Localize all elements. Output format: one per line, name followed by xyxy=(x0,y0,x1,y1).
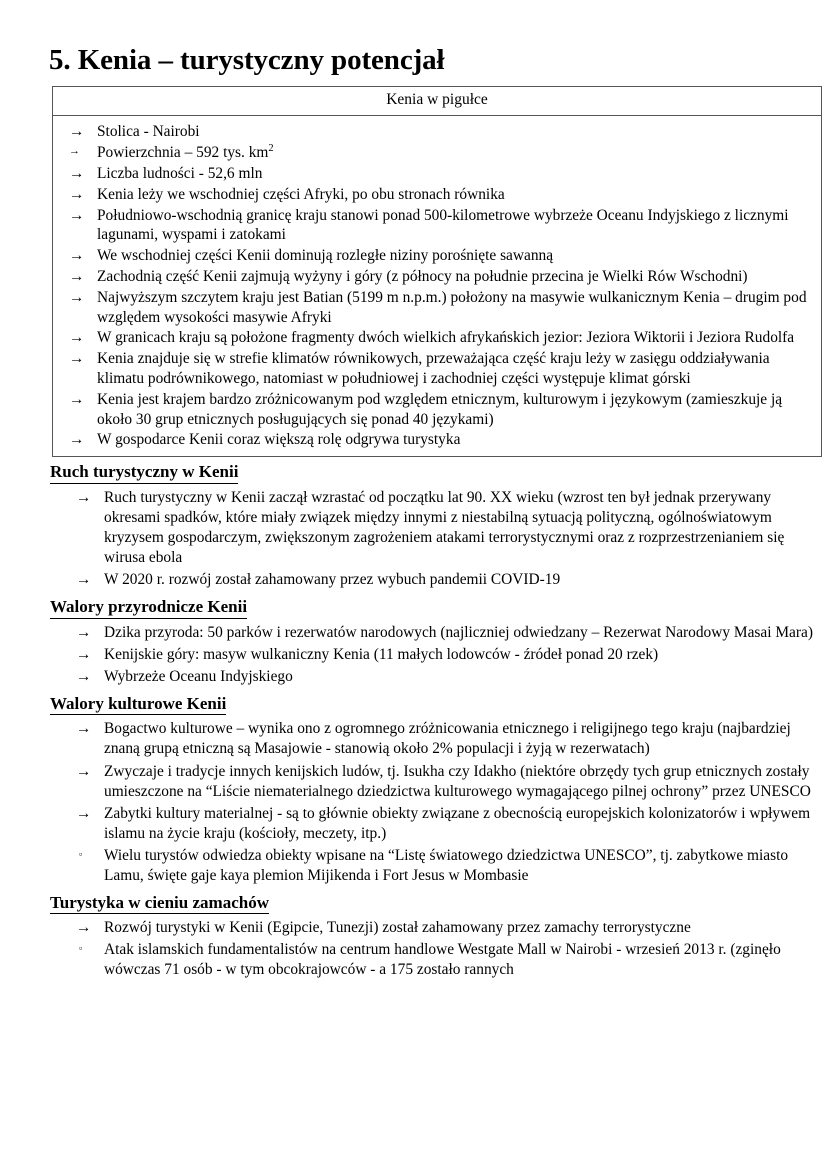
list-item-text: Bogactwo kulturowe – wynika ono z ogromnego zróżnicowania etnicznego i religijnego tego kraju (najbardziej znaną grupą etniczną są Masajowie - stanowią około 2% populacji i żyją w rezerwatach) xyxy=(104,720,791,758)
arrow-bullet-icon: → xyxy=(69,431,85,449)
list-item-text: Południowo-wschodnią granicę kraju stanowi ponad 500-kilometrowe wybrzeże Oceanu Indyjskiego z licznymi lagunami, wyspami i zatokami xyxy=(97,206,789,244)
list-item-text: Dzika przyroda: 50 parków i rezerwatów narodowych (najliczniej odwiedzany – Rezerwat Narodowy Masai Mara) xyxy=(104,623,813,641)
square-bullet-icon: ▫ xyxy=(79,943,83,954)
list-item-text: Atak islamskich fundamentalistów na centrum handlowe Westgate Mall w Nairobi - wrzesień 2013 r. (zginęło wówczas 71 osób - w tym obcokrajowców - a 175 zostało rannych xyxy=(104,941,781,979)
list-item xyxy=(61,267,813,287)
list-item-text: Stolica - Nairobi xyxy=(97,123,200,141)
arrow-bullet-icon: → xyxy=(69,288,85,306)
section-heading: Walory kulturowe Kenii xyxy=(50,694,226,716)
document-section xyxy=(46,457,822,590)
arrow-bullet-icon: → xyxy=(69,206,85,224)
list-item xyxy=(46,940,822,980)
arrow-bullet-icon: → xyxy=(69,350,85,368)
arrow-bullet-icon: → xyxy=(69,123,85,141)
list-item-text: Najwyższym szczytem kraju jest Batian (5199 m n.p.m.) położony na masywie wulkanicznym Kenia – drugim pod względem wysokości masywie Afryki xyxy=(97,288,807,326)
arrow-bullet-icon: → xyxy=(69,164,85,182)
section-bullet-list xyxy=(46,719,822,885)
section-heading: Turystyka w cieniu zamachów xyxy=(50,893,269,915)
list-item-text: Kenia leży we wschodniej części Afryki, po obu stronach równika xyxy=(97,185,505,203)
table-header-label: Kenia w pigułce xyxy=(53,87,822,116)
list-item xyxy=(61,185,813,205)
list-item xyxy=(61,143,813,163)
sections-container xyxy=(46,457,822,980)
arrow-bullet-icon: → xyxy=(69,267,85,285)
list-item-text: Zabytki kultury materialnej - są to głównie obiekty związane z obecnością europejskich kolonizatorów i wpływem islamu na życie kraju (kościoły, meczety, itp.) xyxy=(104,804,811,842)
list-item xyxy=(61,206,813,246)
arrow-bullet-icon: → xyxy=(69,390,85,408)
list-item xyxy=(61,430,813,450)
arrow-bullet-icon: → xyxy=(76,804,92,822)
arrow-bullet-icon: → xyxy=(76,667,92,685)
section-heading: Ruch turystyczny w Kenii xyxy=(50,462,238,484)
list-item-text: Powierzchnia – 592 tys. $km^2$ xyxy=(97,143,274,162)
arrow-bullet-icon: → xyxy=(69,247,85,265)
list-item-text: We wschodniej części Kenii dominują rozległe niziny porośnięte sawanną xyxy=(97,247,554,265)
arrow-bullet-icon: → xyxy=(76,720,92,738)
table-body-cell xyxy=(53,116,822,457)
list-item-text: Zwyczaje i tradycje innych kenijskich ludów, tj. Isukha czy Idakho (niektóre obrzędy tych grup etnicznych zostały umieszczone na “Liście niematerialnego dziedzictwa kulturowego wymagającego pilnej ochrony” przez UNESCO xyxy=(104,762,811,800)
list-item xyxy=(61,164,813,184)
list-item-text: Wybrzeże Oceanu Indyjskiego xyxy=(104,667,293,685)
list-item-text: W gospodarce Kenii coraz większą rolę odgrywa turystyka xyxy=(97,431,461,449)
list-item xyxy=(46,645,822,665)
list-item xyxy=(46,918,822,938)
list-item xyxy=(46,488,822,568)
list-item-text: Ruch turystyczny w Kenii zaczął wzrastać od początku lat 90. XX wieku (wzrost ten był jednak przerywany okresami spadków, które miały związek między innymi z niestabilną sytuacją polityczną, ogólnoświatowym kryzysem gospodarczym, zwiększonym zagrożeniem atakami terrorystycznymi oraz z rozprzestrzenianiem się wirusa ebola xyxy=(104,488,785,566)
arrow-bullet-icon: → xyxy=(76,570,92,588)
document-section xyxy=(46,592,822,687)
page-title: 5. Kenia – turystyczny potencjał xyxy=(49,44,445,76)
list-item xyxy=(61,328,813,348)
square-bullet-icon: ▫ xyxy=(79,848,83,859)
list-item xyxy=(46,667,822,687)
table-bullet-list xyxy=(61,122,813,450)
section-heading: Walory przyrodnicze Kenii xyxy=(50,597,247,619)
arrow-bullet-icon: → xyxy=(76,488,92,506)
list-item-text: Rozwój turystyki w Kenii (Egipcie, Tunezji) został zahamowany przez zamachy terrorystyczne xyxy=(104,919,691,937)
list-item-text: W 2020 r. rozwój został zahamowany przez wybuch pandemii COVID-19 xyxy=(104,570,561,588)
list-item-text: Zachodnią część Kenii zajmują wyżyny i góry (z północy na południe przecina je Wielki Rów Wschodni) xyxy=(97,267,748,285)
arrow-bullet-icon: → xyxy=(76,762,92,780)
table-header-row xyxy=(53,87,822,116)
arrow-bullet-icon: → xyxy=(76,623,92,641)
list-item-text: Kenia znajduje się w strefie klimatów równikowych, przeważająca część kraju leży w zasięgu oddziaływania klimatu podrównikowego, natomiast w południowej i zachodniej części występuje klimat górski xyxy=(97,350,770,387)
arrow-bullet-icon: → xyxy=(69,185,85,203)
list-item xyxy=(46,719,822,759)
arrow-bullet-icon: → xyxy=(76,645,92,663)
list-item-text: Kenijskie góry: masyw wulkaniczny Kenia (11 małych lodowców - źródeł ponad 20 rzek) xyxy=(104,645,659,663)
list-item xyxy=(61,246,813,266)
document-section xyxy=(46,888,822,981)
list-item xyxy=(46,623,822,643)
list-item-text: Wielu turystów odwiedza obiekty wpisane na “Listę światowego dziedzictwa UNESCO”, tj. zabytkowe miasto Lamu, święte gaje kaya plemion Mijikenda i Fort Jesus w Mombasie xyxy=(104,846,789,884)
list-item xyxy=(61,122,813,142)
document-section xyxy=(46,689,822,886)
list-item-text: Liczba ludności - 52,6 mln xyxy=(97,164,263,182)
list-item-text: Kenia jest krajem bardzo zróżnicowanym pod względem etnicznym, kulturowym i językowym (zamieszkuje ją około 30 grup etnicznych posługujących się ponad 40 językami) xyxy=(97,390,783,428)
section-bullet-list xyxy=(46,488,822,590)
kenya-summary-table xyxy=(52,86,822,457)
section-bullet-list xyxy=(46,918,822,980)
list-item xyxy=(46,570,822,590)
table-body-row xyxy=(53,116,822,457)
list-item xyxy=(46,762,822,802)
list-item xyxy=(61,349,813,389)
arrow-bullet-icon: → xyxy=(69,145,80,158)
list-item xyxy=(46,846,822,886)
arrow-bullet-icon: → xyxy=(76,919,92,937)
list-item xyxy=(61,390,813,430)
list-item-text: W granicach kraju są położone fragmenty dwóch wielkich afrykańskich jezior: Jeziora Wiktorii i Jeziora Rudolfa xyxy=(97,329,795,347)
arrow-bullet-icon: → xyxy=(69,329,85,347)
section-bullet-list xyxy=(46,623,822,687)
list-item xyxy=(46,804,822,844)
list-item xyxy=(61,288,813,328)
